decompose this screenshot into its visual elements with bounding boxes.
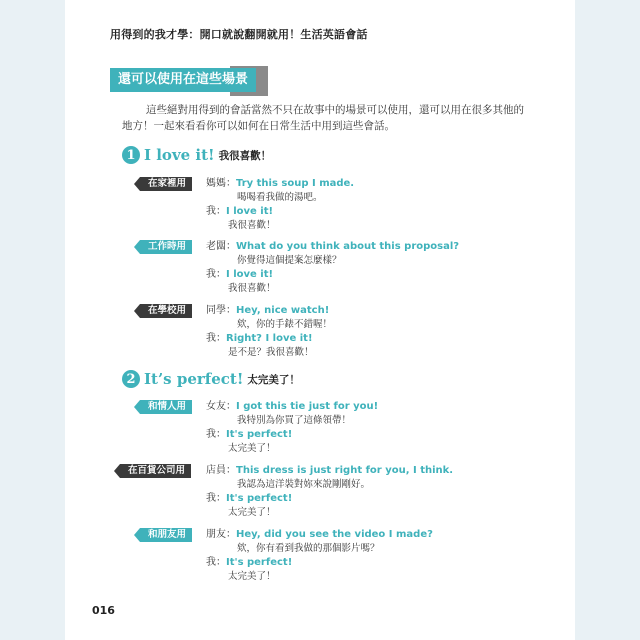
dialogue-english: Hey, did you see the video I made?	[236, 529, 433, 540]
scene-tag: 在百貨公司用	[120, 464, 191, 478]
scene-tag: 在學校用	[140, 304, 192, 318]
speaker-label: 老闆：	[206, 241, 236, 252]
dialogue-english: It's perfect!	[226, 429, 293, 440]
speaker-label: 女友：	[206, 401, 236, 412]
speaker-label: 我：	[206, 269, 226, 280]
dialogue-chinese: 是不是？我很喜歡！	[228, 347, 314, 358]
left-margin	[0, 0, 65, 640]
dialogue-chinese: 欸，你的手錶不錯喔！	[237, 319, 333, 330]
dialogue-english: Right? I love it!	[226, 333, 313, 344]
phrase-english: I love it!	[144, 146, 215, 164]
speaker-label: 我：	[206, 557, 226, 568]
dialogue-english: I love it!	[226, 206, 274, 217]
phrase-chinese: 太完美了！	[247, 373, 300, 386]
scene-tag: 和情人用	[140, 400, 192, 414]
dialogue-chinese: 我認為這洋裝對妳來說剛剛好。	[237, 479, 371, 490]
speaker-label: 同學：	[206, 305, 236, 316]
dialogue-english: This dress is just right for you, I think.	[236, 465, 454, 476]
dialogue-chinese: 喝喝看我做的湯吧。	[237, 192, 323, 203]
dialogue-chinese: 我很喜歡！	[228, 283, 276, 294]
speaker-label: 朋友：	[206, 529, 236, 540]
dialogue-chinese: 我特別為你買了這條領帶！	[237, 415, 352, 426]
running-header: 用得到的我才學：開口就說翻開就用！生活英語會話	[110, 28, 368, 41]
right-margin	[575, 0, 640, 640]
phrase-number-badge: 2	[122, 370, 140, 388]
dialogue-chinese: 你覺得這個提案怎麼樣？	[237, 255, 342, 266]
section-title: 還可以使用在這些場景	[110, 68, 256, 92]
phrase-heading-1	[122, 146, 271, 164]
page-number: 016	[92, 604, 115, 617]
dialogue-chinese: 太完美了！	[228, 507, 276, 518]
scene-tag: 在家裡用	[140, 177, 192, 191]
speaker-label: 店員：	[206, 465, 236, 476]
scene-tag: 工作時用	[140, 240, 192, 254]
phrase-english: It’s perfect!	[144, 370, 244, 388]
speaker-label: 媽媽：	[206, 178, 236, 189]
dialogue-chinese: 太完美了！	[228, 443, 276, 454]
dialogue-english: It's perfect!	[226, 557, 293, 568]
intro-paragraph: 這些絕對用得到的會話當然不只在故事中的場景可以使用，還可以用在很多其他的地方！一起來看看你可以如何在日常生活中用到這些會話。	[122, 104, 524, 132]
dialogue-english: I love it!	[226, 269, 274, 280]
scene-tag: 和朋友用	[140, 528, 192, 542]
speaker-label: 我：	[206, 206, 226, 217]
dialogue-english: What do you think about this proposal?	[236, 241, 460, 252]
phrase-heading-2	[122, 370, 300, 388]
dialogue-english: It's perfect!	[226, 493, 293, 504]
dialogue-english: I got this tie just for you!	[236, 401, 379, 412]
speaker-label: 我：	[206, 493, 226, 504]
dialogue-english: Hey, nice watch!	[236, 305, 330, 316]
dialogue-chinese: 欸，你有看到我做的那個影片嗎？	[237, 543, 380, 554]
speaker-label: 我：	[206, 429, 226, 440]
phrase-chinese: 我很喜歡！	[218, 149, 272, 162]
dialogue-english: Try this soup I made.	[236, 178, 355, 189]
phrase-number-badge: 1	[122, 146, 140, 164]
speaker-label: 我：	[206, 333, 226, 344]
dialogue-chinese: 太完美了！	[228, 571, 276, 582]
dialogue-chinese: 我很喜歡！	[228, 220, 276, 231]
